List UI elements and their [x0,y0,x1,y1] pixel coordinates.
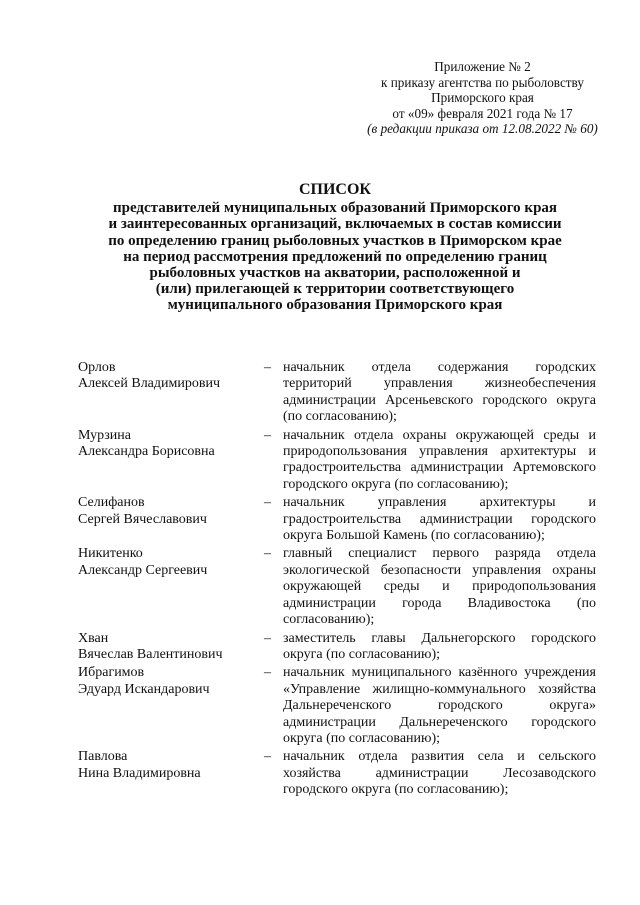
member-fullname [78,360,258,393]
member-position: заместитель главы Дальнегорского городского округа (по согласованию); [283,630,596,662]
title-line: (или) прилегающей к территории соответствующего [155,281,515,298]
title-line: представителей муниципальных образований Приморского края [112,200,558,217]
member-surname: Хван [78,630,109,646]
member-position: начальник отдела содержания городских территорий управления жизнеобеспечения администрации Арсеньевского городского округа (по согласованию); [283,360,596,425]
title-line: и заинтересованных организаций, включаемых в состав комиссии [108,216,562,233]
member-dash: – [264,495,271,511]
member-dash: – [264,427,271,443]
member-fullname [78,546,258,579]
title-line: муниципального образования Приморского края [167,297,503,314]
member-dash: – [264,546,271,562]
member-surname: Мурзина [78,427,131,443]
appendix-line: Приложение № 2 [434,59,531,74]
member-surname: Ибрагимов [78,665,145,681]
member-surname: Павлова [78,749,128,765]
member-surname: Никитенко [78,546,143,562]
document-title [60,182,610,314]
member-entry [0,665,640,747]
title-line: на период рассмотрения предложений по определению границ [123,248,547,265]
member-given-name: Сергей Вячеславович [78,511,207,527]
member-given-name: Александра Борисовна [78,444,215,460]
member-given-name: Александр Сергеевич [78,562,208,578]
member-given-name: Нина Владимировна [78,765,201,781]
member-entry [0,428,640,494]
appendix-line: к приказу агентства по рыболовству [381,74,584,90]
appendix-line: от «09» февраля 2021 года № 17 [392,105,573,121]
appendix-line: Приморского края [431,90,534,106]
member-dash: – [264,749,271,765]
members-list [0,360,640,801]
title-line: по определению границ рыболовных участков в Приморском крае [108,232,562,249]
title-word: СПИСОК [298,181,372,198]
member-entry [0,631,640,664]
member-dash: – [264,630,271,646]
member-surname: Орлов [78,360,116,375]
member-fullname [78,631,258,664]
member-surname: Селифанов [78,495,145,511]
appendix-edition-note: (в редакции приказа от 12.08.2022 № 60) [367,121,598,137]
member-given-name: Алексей Владимирович [78,376,221,392]
member-position: начальник управления архитектуры и градостроительства администрации городского округа Большой Камень (по согласованию); [283,495,596,544]
member-position: начальник отдела охраны окружающей среды и природопользования управления архитектуры и градостроительства администрации Артемовского городского округа (по согласованию); [283,427,596,492]
member-given-name: Вячеслав Валентинович [78,646,223,662]
member-entry [0,749,640,798]
member-position: начальник отдела развития села и сельского хозяйства администрации Лесозаводского городского округа (по согласованию); [283,749,596,798]
member-position: начальник муниципального казённого учреждения «Управление жилищно-коммунального хозяйства Дальнереченского городского округа» администрации Дальнереченского городского округа (по согласованию); [283,665,596,746]
title-line: рыболовных участков на акватории, расположенной и [149,265,521,282]
member-entry [0,546,640,628]
member-fullname [78,495,258,528]
appendix-header [330,59,635,137]
member-fullname [78,749,258,782]
member-entry [0,360,640,426]
member-position: главный специалист первого разряда отдела экологической безопасности управления охраны окружающей среды и природопользования администрации города Владивостока (по согласованию); [283,546,596,628]
member-fullname [78,665,258,698]
member-entry [0,495,640,544]
member-fullname [78,428,258,461]
member-given-name: Эдуард Искандарович [78,681,210,697]
member-dash: – [264,665,271,681]
member-dash: – [264,360,271,375]
